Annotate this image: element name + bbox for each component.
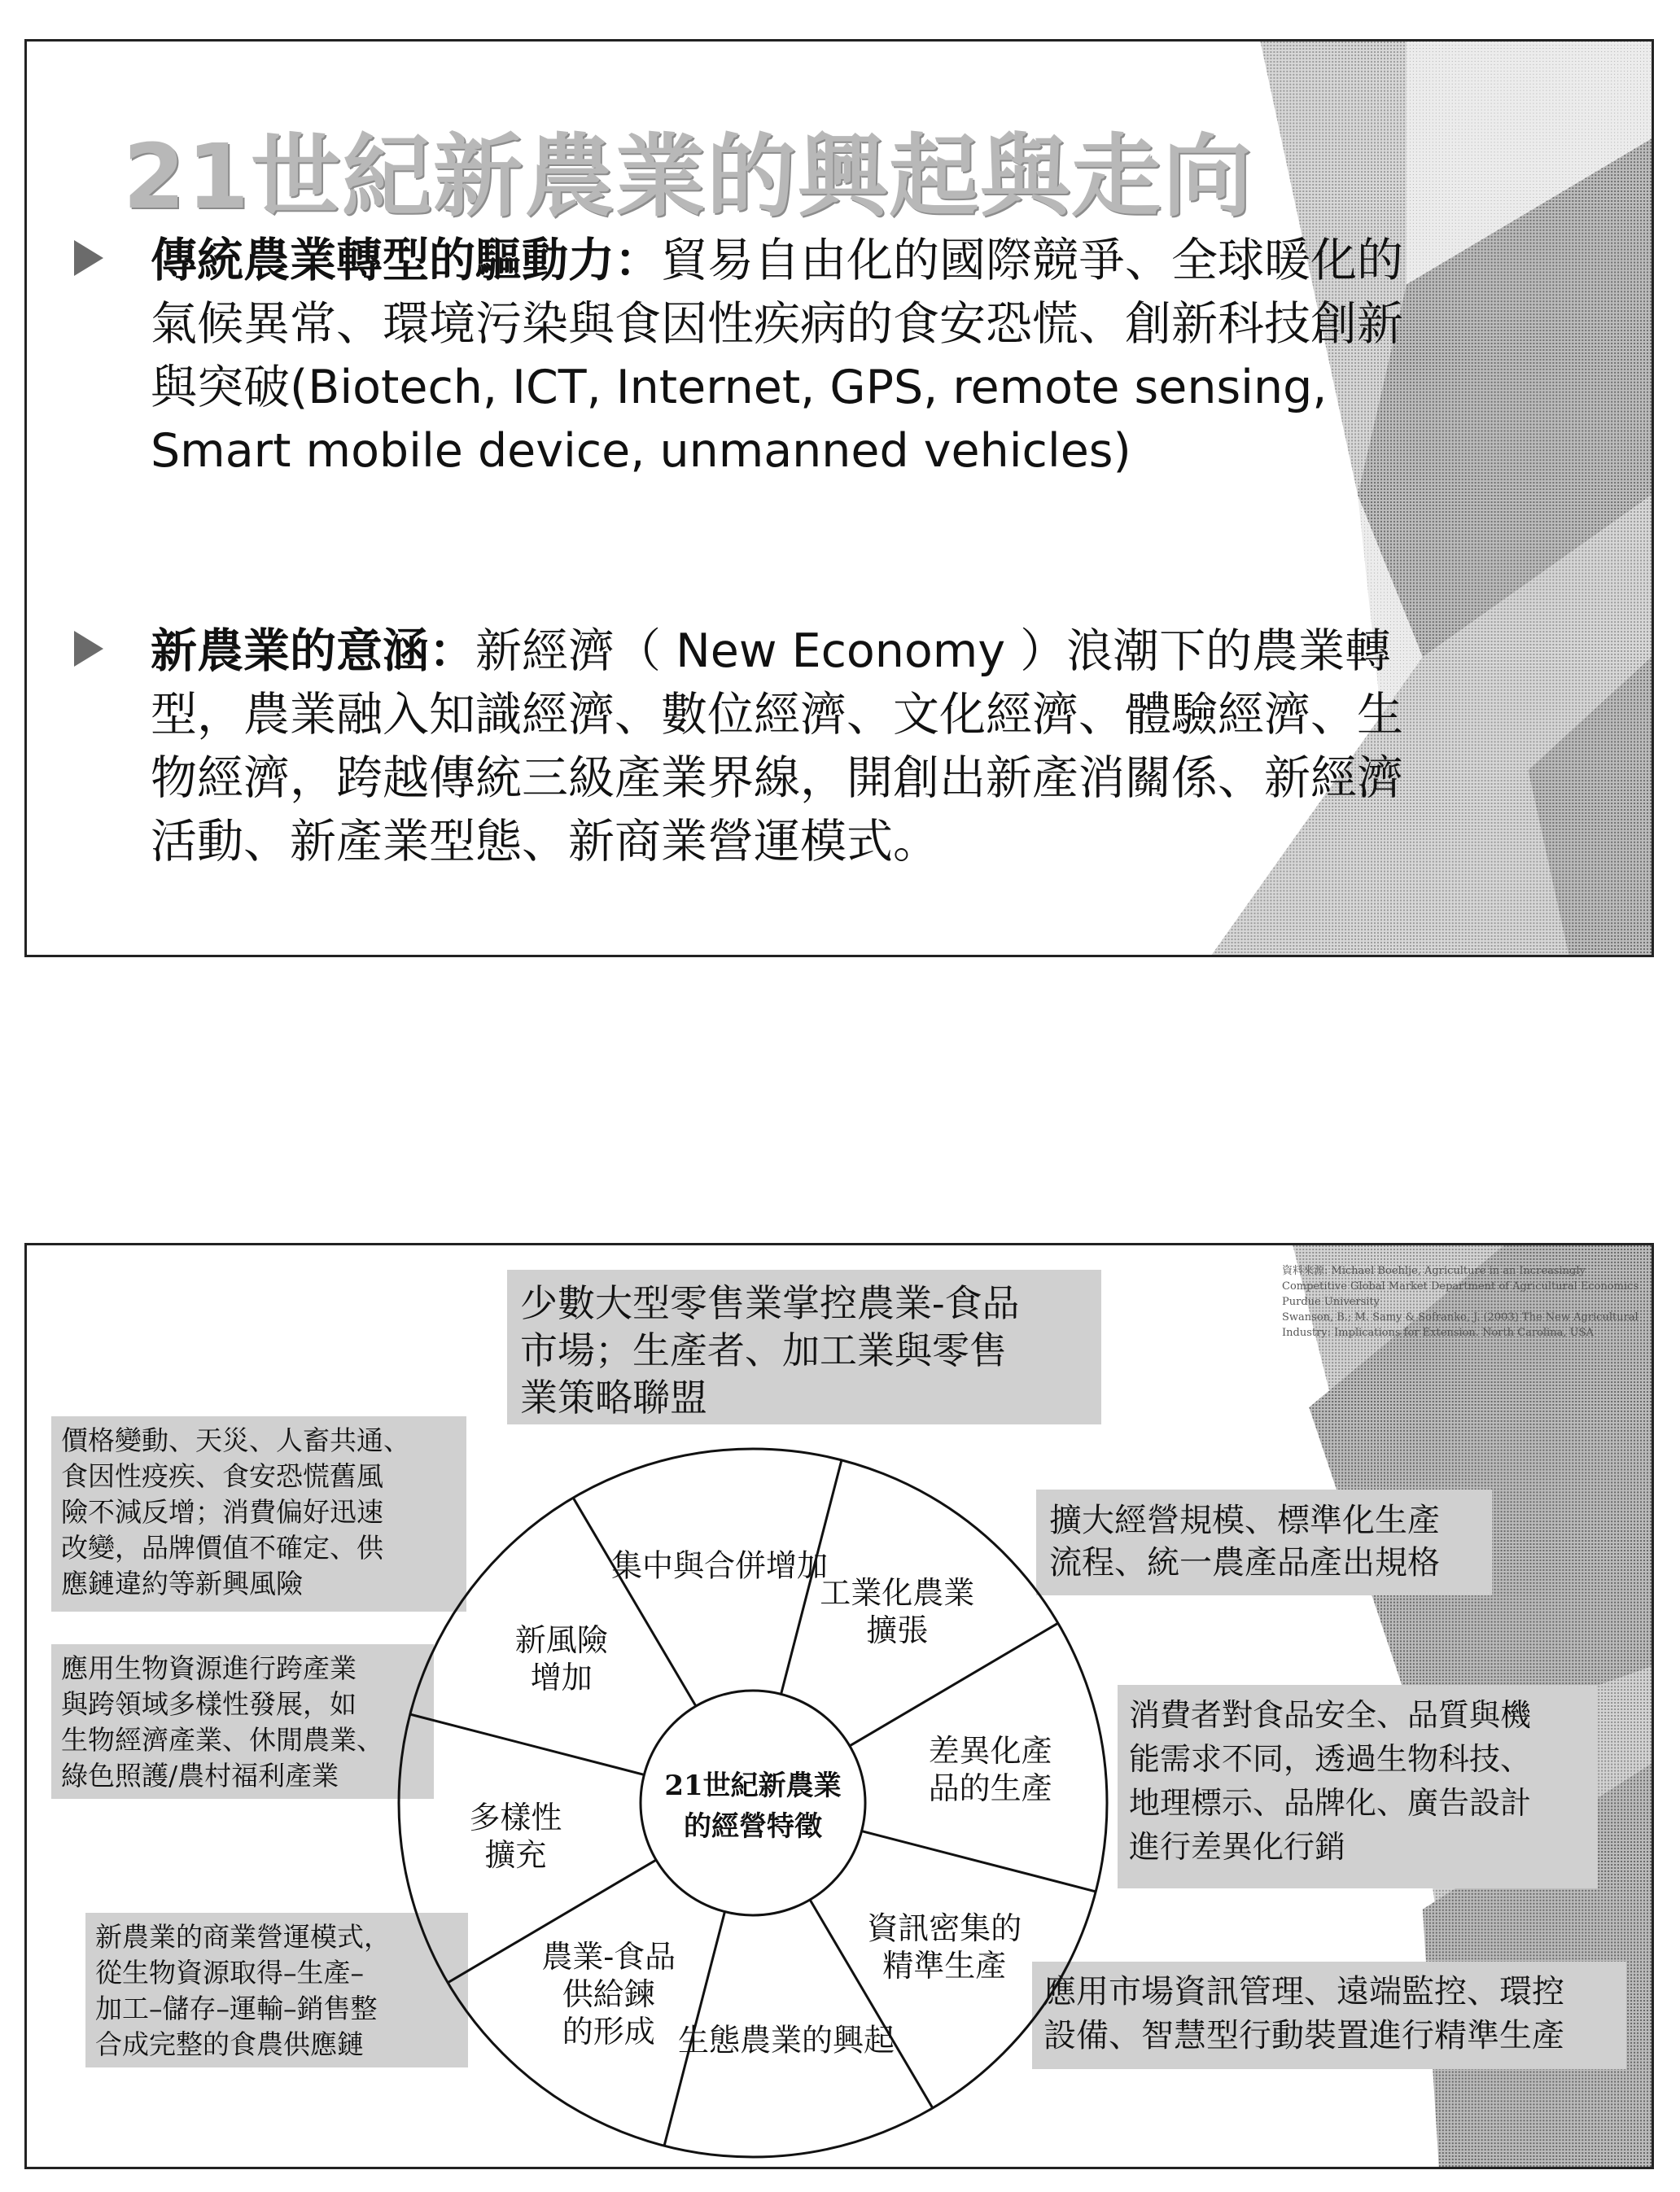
wheel-segment-label (611, 1547, 828, 1583)
wheel-segment-line: 集中與合併增加 (611, 1547, 829, 1584)
bullet-driving-forces (74, 229, 1417, 483)
bullet-2-paragraph (151, 619, 1417, 873)
triangle-bullet-icon (74, 631, 103, 667)
bullet-1-text: 貿易自由化的國際競爭、全球暖化的氣候異常、環境污染與食因性疾病的食安恐慌、創新科技創新與突破(Biotech, ICT, Internet, GPS, remote sensing, Smart mobile device, unmanned vehicles) (151, 234, 1403, 478)
retail-concentration-text: 少數大型零售業掌控農業-食品 市場；生產者、加工業與零售 業策略聯盟 (520, 1281, 1020, 1420)
wheel-segment-line: 擴充 (484, 1836, 547, 1873)
wheel-center-line: 的經營特徵 (684, 1810, 822, 1843)
wheel-segment-line: 資訊密集的 (867, 1910, 1022, 1947)
triangle-bullet-icon (74, 240, 103, 276)
wheel-segment-line: 精準生產 (882, 1948, 1007, 1984)
bullet-2-text: 新經濟（ New Economy ）浪潮下的農業轉型，農業融入知識經濟、數位經濟、文化經濟、體驗經濟、生物經濟，跨越傳統三級產業界線，開創出新產消關係、新經濟活動、新產業型態、新商業營運模式。 (151, 624, 1403, 868)
wheel-segment-line: 品的生產 (928, 1770, 1052, 1807)
scale-expansion-text: 擴大經營規模、標準化生產 流程、統一農產品產出規格 (1049, 1502, 1440, 1582)
wheel-segment-line: 增加 (530, 1659, 593, 1695)
wheel-segment-line: 供給鍊 (562, 1976, 655, 2013)
slide-1-title: 21世紀新農業的興起與走向 (123, 125, 1254, 229)
risk-description-text: 價格變動、天災、人畜共通、 食因性疫疾、食安恐慌舊風 險不減反增；消費偏好迅速 改變，品牌價值不確定、供 應鏈違約等新興風險 (61, 1424, 410, 1599)
wheel-segment-line: 差異化產 (928, 1733, 1052, 1770)
wheel-segment-line: 工業化農業 (820, 1574, 975, 1611)
wheel-segment-label (469, 1800, 562, 1873)
wheel-segment-label (541, 1939, 676, 2050)
wheel-segment-label (820, 1575, 974, 1648)
bullet-new-agriculture-meaning (74, 619, 1417, 873)
citation-source: 資料來源: Michael Boehlje, Agriculture in an Increasingly Competitive Global Market Department of Agricultural Economics Purdue University Swanson, B.; M. Samy & Sofranko, J. (2003) The New Agricultural Industry: Implications for Extension. North Carolina, USA (1282, 1265, 1639, 1339)
wheel-inner-circle (641, 1691, 865, 1915)
wheel-segment-label (867, 1910, 1022, 1984)
wheel-segment-line: 新風險 (514, 1621, 608, 1658)
wheel-segment-line: 的形成 (562, 2014, 655, 2050)
wheel-spoke (410, 1714, 645, 1774)
bullet-2-heading: 新農業的意涵： (151, 624, 475, 678)
features-wheel-diagram (27, 1245, 1654, 2169)
bullet-1-heading: 傳統農業轉型的驅動力： (151, 234, 661, 287)
wheel-segment-label (515, 1622, 608, 1695)
wheel-segment-label (929, 1733, 1052, 1806)
slide-2 (24, 1243, 1654, 2169)
wheel-spoke (862, 1831, 1096, 1892)
consumer-demand-text: 消費者對食品安全、品質與機 能需求不同，透過生物科技、 地理標示、品牌化、廣告設計 進行差異化行銷 (1129, 1697, 1532, 1865)
wheel-segment-line: 農業-食品 (541, 1939, 676, 1975)
wheel-segment-line: 生態農業的興起 (677, 2022, 895, 2059)
slide-1 (24, 39, 1654, 957)
business-model-text: 新農業的商業營運模式， 從生物資源取得–生產– 加工–儲存–運輸–銷售整 合成完整的食農供應鏈 (95, 1921, 391, 2060)
wheel-segment-label (678, 2023, 895, 2059)
wheel-center-line: 21世紀新農業 (664, 1770, 842, 1802)
wheel-segment-line: 擴張 (866, 1612, 929, 1648)
bio-resource-text: 應用生物資源進行跨產業 與跨領域多樣性發展，如 生物經濟產業、休閒農業、 綠色照護/農村福利產業 (61, 1652, 383, 1792)
wheel-segment-line: 多樣性 (469, 1799, 562, 1835)
precision-production-text: 應用市場資訊管理、遠端監控、環控 設備、智慧型行動裝置進行精準生產 (1043, 1973, 1564, 2054)
bullet-1-paragraph (151, 229, 1417, 483)
